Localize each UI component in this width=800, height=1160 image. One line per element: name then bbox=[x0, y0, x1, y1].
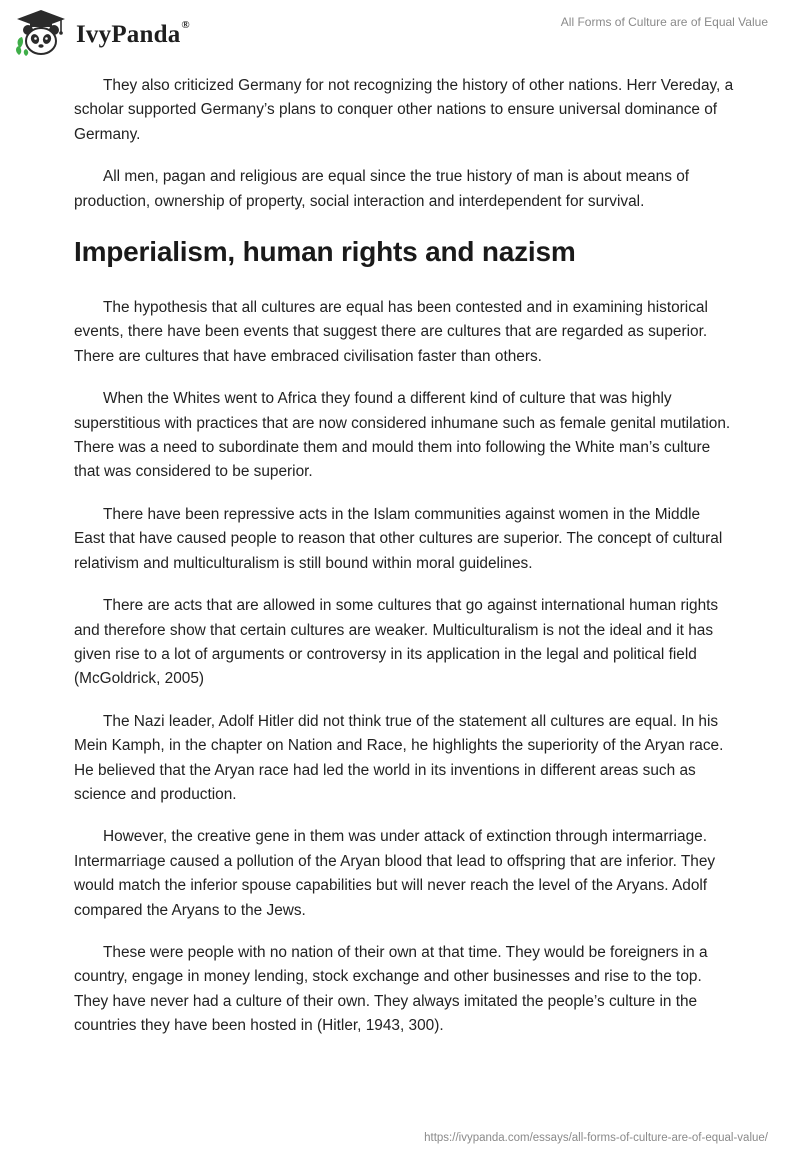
paragraph: These were people with no nation of their own at that time. They would be foreigners in a country, engage in money lending, stock exchange and other businesses and rise to the top. They have never had a culture of their own. They always imitated the people’s culture in the countries they have been hosted in (Hitler, 1943, 300). bbox=[74, 943, 708, 1035]
essay-body bbox=[74, 74, 734, 1057]
paragraph: All men, pagan and religious are equal since the true history of man is about means of production, ownership of property, social interaction and interdependent for survival. bbox=[74, 168, 690, 210]
page-header bbox=[0, 0, 800, 70]
paragraph: There have been repressive acts in the Islam communities against women in the Middle East that have caused people to reason that other cultures are superior. The concept of cultural relativism and multiculturalism is still bound within moral guidelines. bbox=[74, 505, 723, 572]
document-title: All Forms of Culture are of Equal Value bbox=[560, 15, 768, 29]
section-heading: Imperialism, human rights and nazism bbox=[74, 236, 576, 268]
paragraph: When the Whites went to Africa they found a different kind of culture that was highly superstitious with practices that are now considered inhumane such as female genital mutilation. There was a need to subordinate them and mould them into following the White man’s culture that was considered to be superior. bbox=[74, 390, 731, 481]
paragraph: The hypothesis that all cultures are equal has been contested and in examining historical events, there have been events that suggest there are cultures that are regarded as superior. There are cultures that have embraced civilisation faster than others. bbox=[74, 299, 708, 365]
trademark-mark: ® bbox=[181, 19, 190, 31]
paragraph: They also criticized Germany for not recognizing the history of other nations. Herr Vereday, a scholar supported Germany’s plans to conquer other nations to ensure universal dominance of Germany. bbox=[74, 77, 734, 143]
ivypanda-logo[interactable] bbox=[14, 8, 190, 58]
paragraph: However, the creative gene in them was under attack of extinction through intermarriage. Intermarriage caused a pollution of the Aryan blood that lead to offspring that are inferior. They would match the inferior spouse capabilities but will never reach the level of the Aryans. Adolf compared the Aryans to the Jews. bbox=[74, 828, 716, 919]
source-url[interactable]: https://ivypanda.com/essays/all-forms-of-culture-are-of-equal-value/ bbox=[424, 1132, 768, 1144]
paragraph: The Nazi leader, Adolf Hitler did not think true of the statement all cultures are equal. In his Mein Kamph, in the chapter on Nation and Race, he highlights the superiority of the Aryan race. He believed that the Aryan race had led the world in its inventions in different areas such as science and production. bbox=[74, 712, 724, 803]
brand-name: IvyPanda® bbox=[76, 19, 190, 48]
panda-graduation-cap-icon bbox=[14, 8, 68, 58]
paragraph: There are acts that are allowed in some cultures that go against international human rights and therefore show that certain cultures are weaker. Multiculturalism is not the ideal and it has given rise to a lot of arguments or controversy in its application in the legal and political field (McGoldrick, 2005) bbox=[74, 597, 719, 688]
